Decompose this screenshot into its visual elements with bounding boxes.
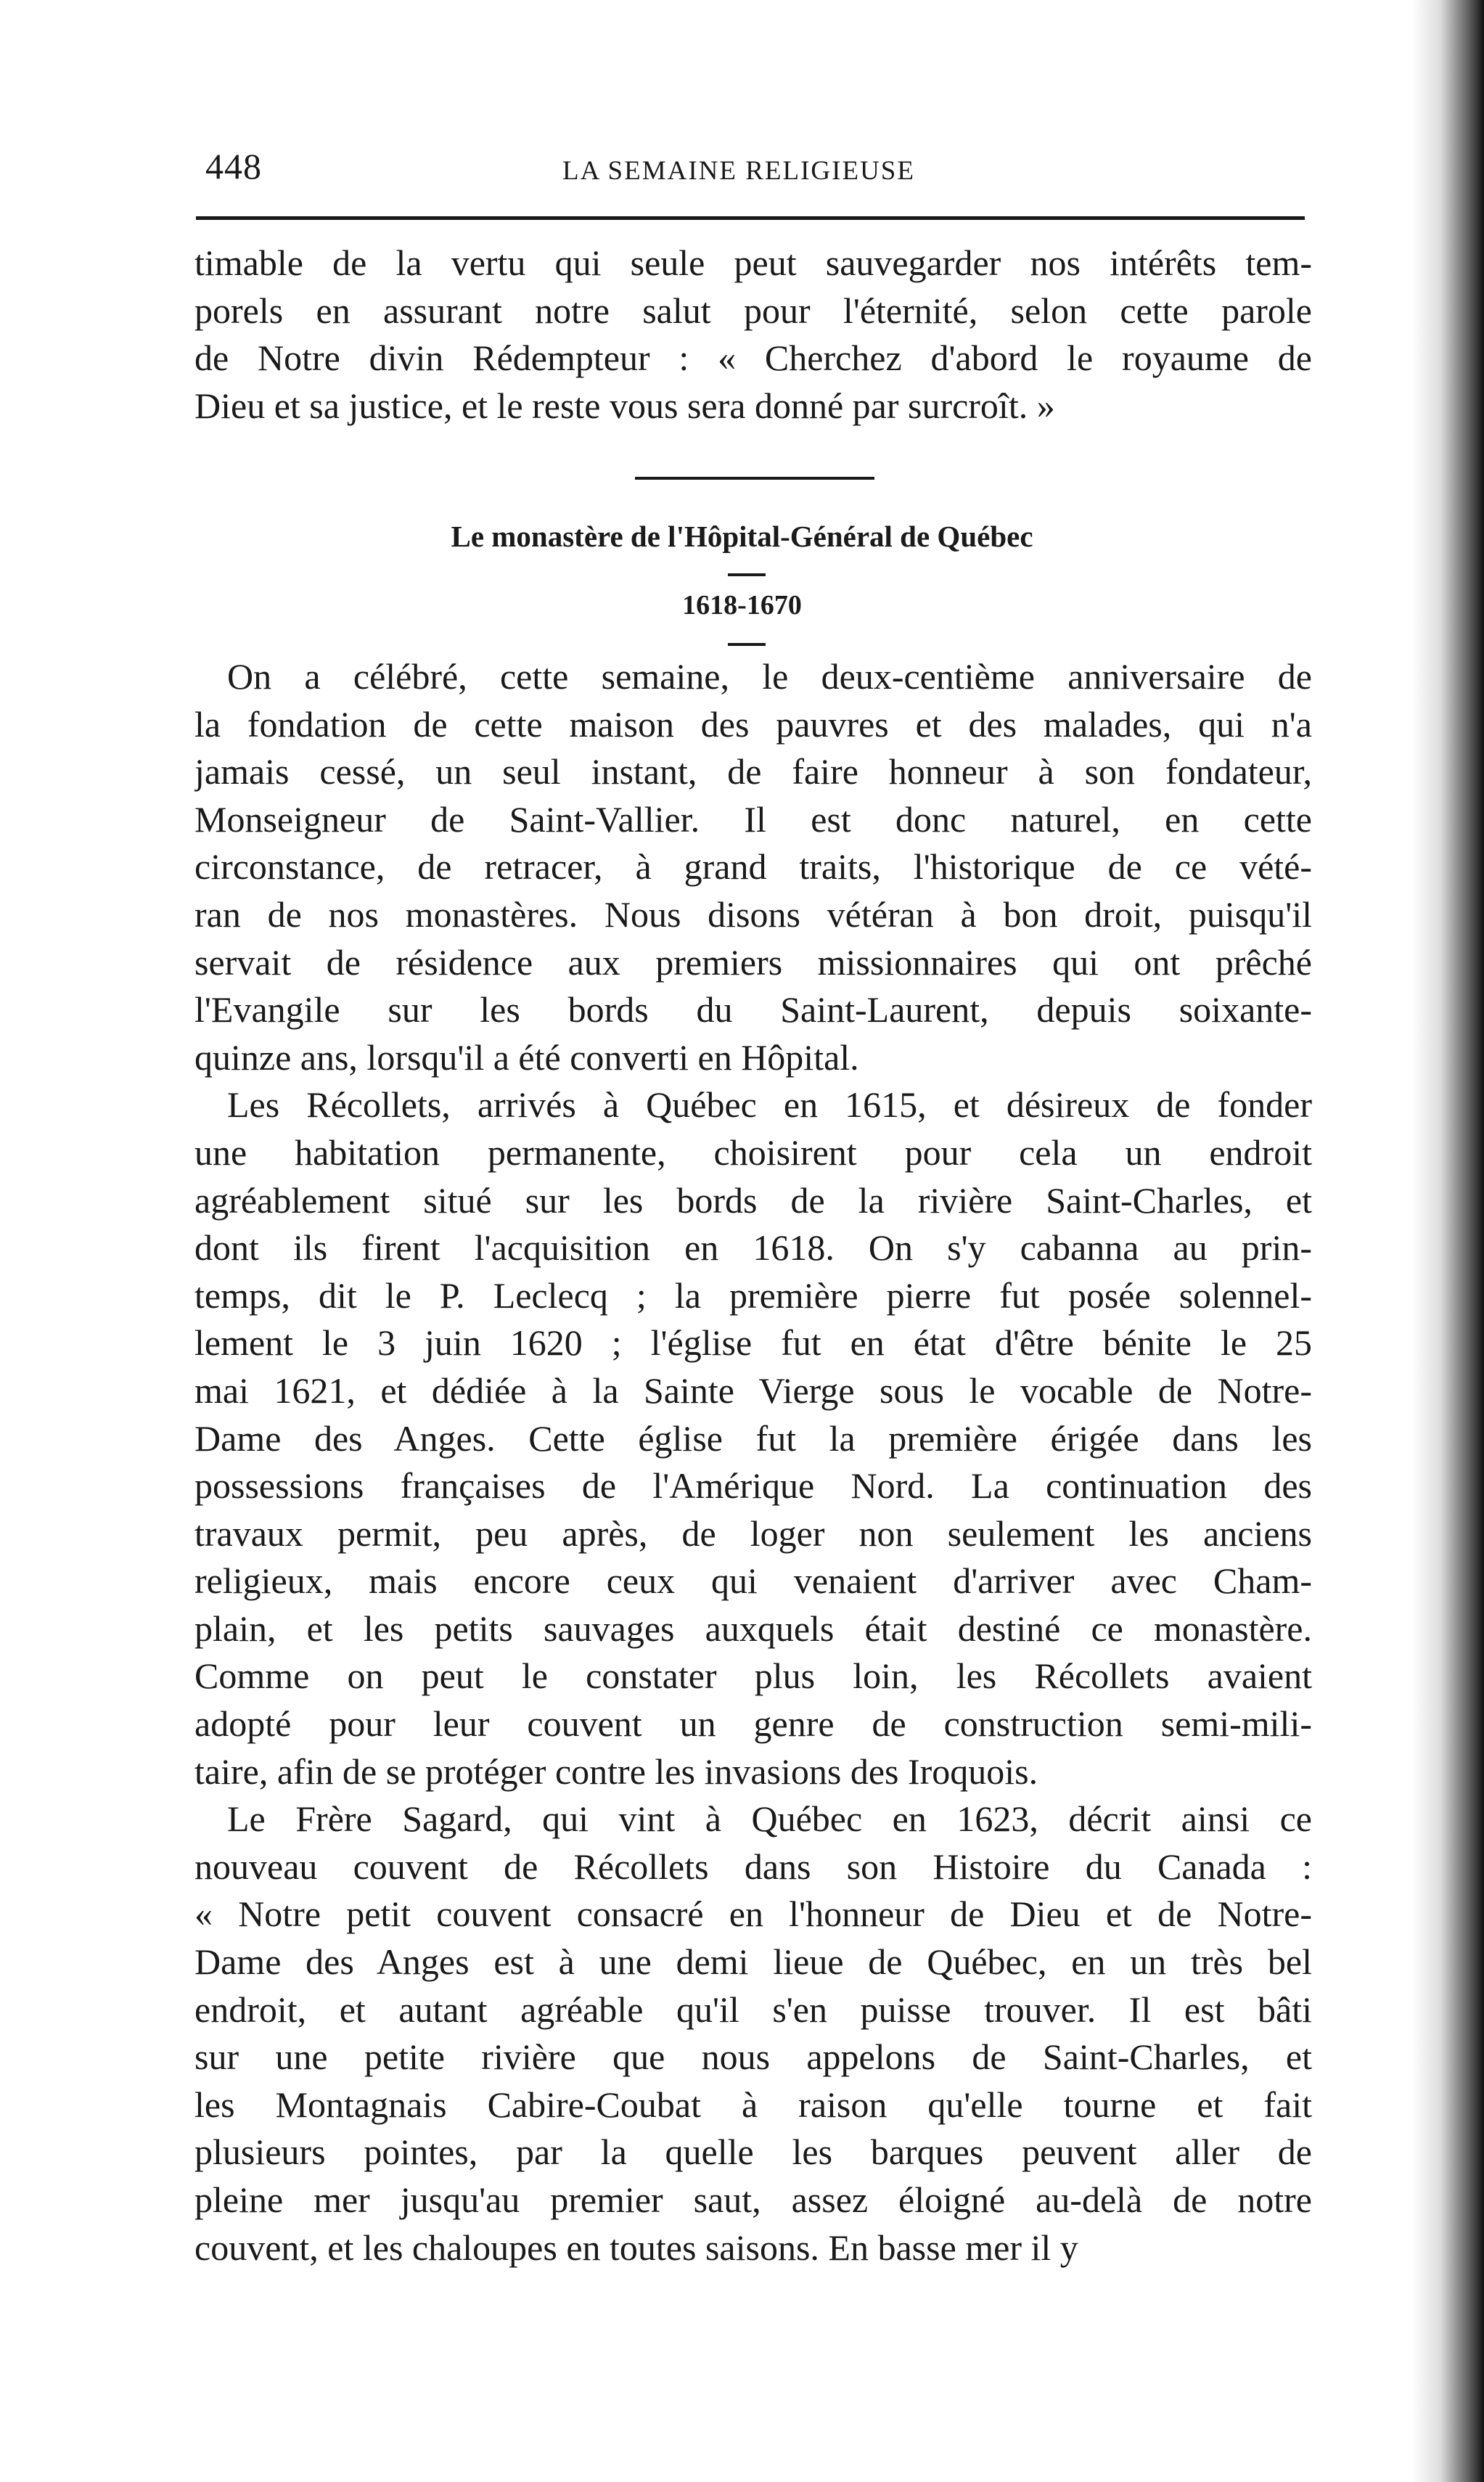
article-body <box>194 653 1312 2272</box>
running-title: LA SEMAINE RELIGIEUSE <box>562 156 915 186</box>
text-line: « Notre petit couvent consacré en l'honneur de Dieu et de Notre- <box>194 1893 1312 1935</box>
section-title: Le monastère de l'Hôpital-Général de Québec <box>451 520 1033 553</box>
years-dash <box>728 643 766 646</box>
section-years: 1618-1670 <box>682 590 802 620</box>
text-line: lement le 3 juin 1620 ; l'église fut en état d'être bénite le 25 <box>194 1322 1312 1364</box>
paragraph-3 <box>194 1795 1312 2272</box>
paragraph-1 <box>194 653 1312 1081</box>
text-line: plusieurs pointes, par la quelle les barques peuvent aller de <box>194 2131 1312 2173</box>
intro-line: Dieu et sa justice, et le reste vous sera donné par surcroît. » <box>194 385 1055 426</box>
text-line: jamais cessé, un seul instant, de faire honneur à son fondateur, <box>194 751 1312 792</box>
text-line: une habitation permanente, choisirent pour cela un endroit <box>194 1131 1312 1173</box>
paragraph-2 <box>194 1081 1312 1795</box>
text-line: religieux, mais encore ceux qui venaient d'arriver avec Cham- <box>194 1560 1312 1602</box>
text-line: Dame des Anges est à une demi lieue de Québec, en un très bel <box>194 1941 1312 1983</box>
text-line: travaux permit, peu après, de loger non seulement les anciens <box>194 1512 1312 1554</box>
text-line: Comme on peut le constater plus loin, les Récollets avaient <box>194 1655 1312 1697</box>
text-line: couvent, et les chaloupes en toutes saisons. En basse mer il y <box>194 2227 1078 2268</box>
text-line: servait de résidence aux premiers missionnaires qui ont prêché <box>194 941 1312 983</box>
text-line: sur une petite rivière que nous appelons de Saint-Charles, et <box>194 2036 1312 2078</box>
text-line: Dame des Anges. Cette église fut la première érigée dans les <box>194 1417 1312 1459</box>
title-dash <box>728 573 766 576</box>
intro-line: de Notre divin Rédempteur : « Cherchez d'abord le royaume de <box>194 337 1312 379</box>
text-line: ran de nos monastères. Nous disons vétéran à bon droit, puisqu'il <box>194 893 1312 935</box>
text-line: dont ils firent l'acquisition en 1618. On s'y cabanna au prin- <box>194 1227 1312 1269</box>
header-rule <box>196 216 1305 220</box>
text-line: possessions françaises de l'Amérique Nord. La continuation des <box>194 1465 1312 1507</box>
text-line: nouveau couvent de Récollets dans son Histoire du Canada : <box>194 1846 1312 1887</box>
text-line: plain, et les petits sauvages auxquels était destiné ce monastère. <box>194 1607 1312 1649</box>
text-line: temps, dit le P. Leclecq ; la première pierre fut posée solennel- <box>194 1274 1312 1316</box>
intro-line: porels en assurant notre salut pour l'éternité, selon cette parole <box>194 290 1312 331</box>
text-line: Les Récollets, arrivés à Québec en 1615, et désireux de fonder <box>227 1084 1312 1126</box>
intro-line: timable de la vertu qui seule peut sauvegarder nos intérêts tem- <box>194 242 1312 283</box>
text-line: taire, afin de se protéger contre les invasions des Iroquois. <box>194 1750 1038 1792</box>
text-line: la fondation de cette maison des pauvres et des malades, qui n'a <box>194 703 1312 745</box>
text-line: Le Frère Sagard, qui vint à Québec en 1623, décrit ainsi ce <box>227 1798 1312 1840</box>
scan-edge-shadow <box>1411 0 1484 2482</box>
text-line: adopté pour leur couvent un genre de construction semi-mili- <box>194 1703 1312 1745</box>
text-line: endroit, et autant agréable qu'il s'en puisse trouver. Il est bâti <box>194 1989 1312 2030</box>
text-line: les Montagnais Cabire-Coubat à raison qu'elle tourne et fait <box>194 2084 1312 2125</box>
intro-paragraph <box>194 239 1312 430</box>
text-line: agréablement situé sur les bords de la rivière Saint-Charles, et <box>194 1179 1312 1221</box>
text-line: mai 1621, et dédiée à la Sainte Vierge sous le vocable de Notre- <box>194 1369 1312 1411</box>
section-separator <box>635 477 874 480</box>
text-line: quinze ans, lorsqu'il a été converti en Hôpital. <box>194 1036 859 1078</box>
text-line: On a célébré, cette semaine, le deux-centième anniversaire de <box>227 656 1312 697</box>
text-line: Monseigneur de Saint-Vallier. Il est donc naturel, en cette <box>194 798 1312 840</box>
text-line: circonstance, de retracer, à grand traits, l'historique de ce vété- <box>194 846 1312 888</box>
text-line: pleine mer jusqu'au premier saut, assez éloigné au-delà de notre <box>194 2179 1312 2220</box>
page-number: 448 <box>205 146 262 187</box>
text-line: l'Evangile sur les bords du Saint-Laurent, depuis soixante- <box>194 989 1312 1031</box>
